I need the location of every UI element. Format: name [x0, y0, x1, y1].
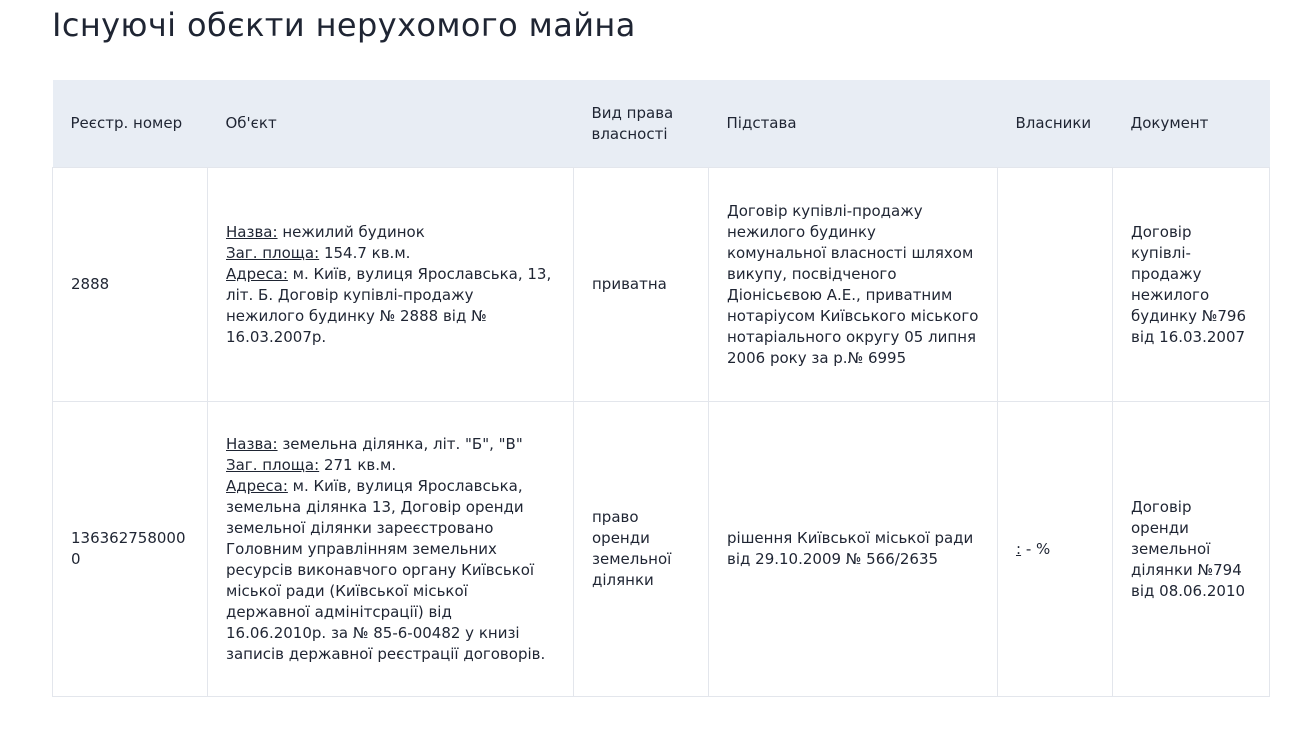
- object-area: 271 кв.м.: [319, 455, 397, 474]
- label-address: Адреса:: [226, 476, 288, 495]
- object-address: м. Київ, вулиця Ярославська, земельна ділянка 13, Договір оренди земельної ділянки зареєстровано Головним управлінням земельних ресурсів виконавчого органу Київської міської ради (Київської міської державної адмінітсрації) від 16.06.2010р. за № 85-6-00482 у книзі записів державної реєстрації договорів.: [226, 476, 546, 663]
- object-name: земельна ділянка, літ. "Б", "В": [277, 434, 523, 453]
- table-row: [53, 402, 1270, 697]
- header-basis: Підстава: [709, 80, 998, 168]
- owner-link[interactable]: :: [1016, 539, 1022, 558]
- cell-reg-number: 2888: [53, 168, 208, 402]
- object-area: 154.7 кв.м.: [319, 243, 411, 262]
- object-address: м. Київ, вулиця Ярославська, 13, літ. Б. Договір купівлі-продажу нежилого будинку № 2888 від № 16.03.2007р.: [226, 264, 552, 346]
- header-row: [53, 80, 1270, 168]
- property-table: [52, 80, 1270, 697]
- header-right-type-line2: власності: [591, 124, 668, 143]
- cell-owners: [998, 168, 1113, 402]
- cell-basis: рішення Київської міської ради від 29.10.2009 № 566/2635: [709, 402, 998, 697]
- owner-share: - %: [1021, 539, 1051, 558]
- table-row: [53, 168, 1270, 402]
- label-area: Заг. площа:: [226, 243, 320, 262]
- cell-object: [208, 402, 574, 697]
- cell-object: [208, 168, 574, 402]
- label-name: Назва:: [226, 222, 278, 241]
- header-document: Документ: [1113, 80, 1270, 168]
- cell-right-type: приватна: [574, 168, 709, 402]
- header-right-type: [574, 80, 709, 168]
- cell-owners: [998, 402, 1113, 697]
- label-address: Адреса:: [226, 264, 288, 283]
- cell-basis: Договір купівлі-продажу нежилого будинку комунальної власності шляхом викупу, посвідченого Діонісьєвою А.Е., приватним нотаріусом Київського міського нотаріального округу 05 липня 2006 року за р.№ 6995: [709, 168, 998, 402]
- header-reg-number: Реєстр. номер: [53, 80, 208, 168]
- label-name: Назва:: [226, 434, 278, 453]
- header-object: Об'єкт: [208, 80, 574, 168]
- header-right-type-line1: Вид права: [591, 103, 674, 122]
- cell-reg-number: 1363627580000: [53, 402, 208, 697]
- cell-document: Договір оренди земельної ділянки №794 від 08.06.2010: [1113, 402, 1270, 697]
- header-owners: Власники: [998, 80, 1113, 168]
- label-area: Заг. площа:: [226, 455, 320, 474]
- table-header: [53, 80, 1270, 168]
- cell-document: Договір купівлі-продажу нежилого будинку №796 від 16.03.2007: [1113, 168, 1270, 402]
- cell-right-type: право оренди земельної ділянки: [574, 402, 709, 697]
- table-body: [53, 168, 1270, 697]
- page-title: Існуючі обєкти нерухомого майна: [52, 6, 636, 44]
- object-name: нежилий будинок: [277, 222, 425, 241]
- property-table-wrapper: [52, 80, 1269, 697]
